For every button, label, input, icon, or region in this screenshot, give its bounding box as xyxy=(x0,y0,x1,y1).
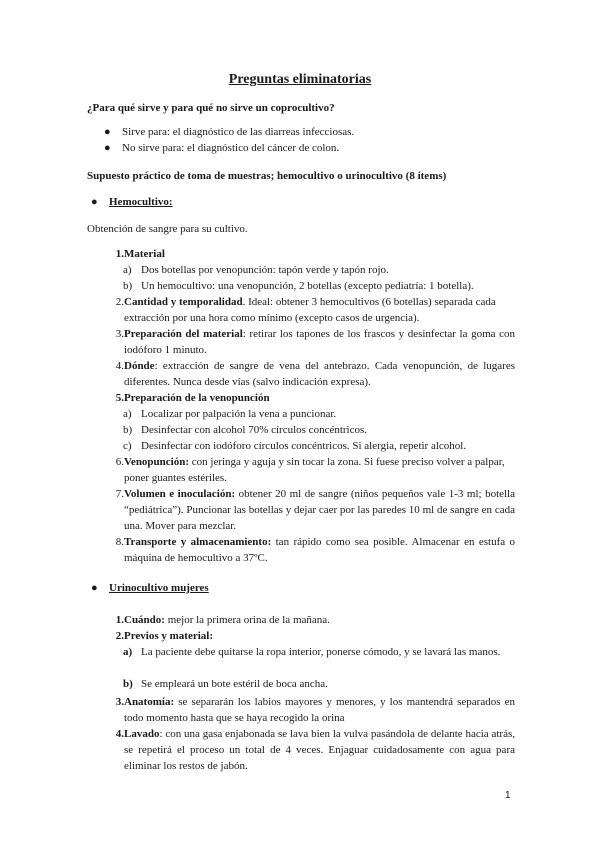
list-number: 3. xyxy=(115,328,124,340)
item-title: Dónde xyxy=(124,360,155,372)
item-title: Cuándo: xyxy=(124,614,165,626)
list-item: No sirve para: el diagnóstico del cáncer de colon. xyxy=(122,142,340,154)
question-coprocultivo: ¿Para qué sirve y para qué no sirve un coprocultivo? xyxy=(87,102,335,114)
sub-label: c) xyxy=(123,440,132,452)
item-text: mejor la primera orina de la mañana. xyxy=(164,614,330,626)
hemocultivo-heading: Hemocultivo: xyxy=(109,196,173,208)
item-title: Cantidad y temporalidad xyxy=(124,296,243,308)
item-text: se separarán los labios mayores y menores, y los mantendrá separados en todo momento hasta que se haya recogido la orina xyxy=(124,696,515,724)
list-number: 3. xyxy=(115,696,124,708)
list-number: 2. xyxy=(115,296,124,308)
sub-label: a) xyxy=(123,264,132,276)
list-item: Sirve para: el diagnóstico de las diarreas infecciosas. xyxy=(122,126,355,138)
item-title: Lavado xyxy=(124,728,160,740)
uro-item-anatomia xyxy=(124,694,515,726)
item-title: Transporte y almacenamiento: xyxy=(124,536,272,548)
page-title: Preguntas eliminatorias xyxy=(228,72,372,87)
list-number: 1. xyxy=(115,248,124,260)
hemo-item-volumen xyxy=(124,486,515,534)
bullet-icon: ● xyxy=(104,142,111,154)
uro-item-cuando xyxy=(124,612,515,628)
sub-label: b) xyxy=(123,424,133,436)
list-number: 4. xyxy=(115,728,124,740)
item-text: obtener 20 ml de sangre (niños pequeños vale 1-3 ml; botella “pediátrica”). Puncionar las botellas y dejar caer por las paredes 10 ml de sangre en cada una. Mover para mezclar. xyxy=(124,488,515,532)
list-number: 6. xyxy=(115,456,124,468)
sub-item: Se empleará un bote estéril de boca ancha. xyxy=(141,678,328,690)
page-number: 1 xyxy=(505,790,511,801)
list-number: 1. xyxy=(115,614,124,626)
sub-item: La paciente debe quitarse la ropa interior, ponerse cómodo, y se lavará las manos. xyxy=(141,646,501,658)
sub-label: a) xyxy=(123,646,133,658)
section-heading-supuesto: Supuesto práctico de toma de muestras; hemocultivo o urinocultivo (8 ítems) xyxy=(87,170,447,182)
item-title: Volumen e inoculación: xyxy=(124,488,236,500)
sub-item: Desinfectar con iodóforo círculos concéntricos. Si alergia, repetir alcohol. xyxy=(141,440,467,452)
sub-label: a) xyxy=(123,408,132,420)
hemo-item-donde xyxy=(124,358,515,390)
item-title: Anatomía: xyxy=(124,696,175,708)
sub-item: Desinfectar con alcohol 70% círculos concéntricos. xyxy=(141,424,368,436)
bullet-icon: ● xyxy=(104,126,111,138)
sub-label: b) xyxy=(123,678,133,690)
list-number: 5. xyxy=(115,392,124,404)
list-number: 4. xyxy=(115,360,124,372)
bullet-icon: ● xyxy=(91,582,98,594)
list-number: 2. xyxy=(115,630,124,642)
item-text: : retirar los tapones de los frascos y desinfectar la goma con iodóforo 1 minuto. xyxy=(124,328,515,356)
list-number: 7. xyxy=(115,488,124,500)
item-text: : extracción de sangre de vena del antebrazo. Cada venopunción, de lugares diferentes. Nunca desde vías (salvo indicación expresa). xyxy=(124,360,515,388)
sub-item: Dos botellas por venopunción: tapón verde y tapón rojo. xyxy=(141,264,389,276)
item-title: Venopunción: xyxy=(124,456,190,468)
list-number: 8. xyxy=(115,536,124,548)
uro-item-previos: Previos y material: xyxy=(124,630,213,642)
urinocultivo-heading: Urinocultivo mujeres xyxy=(109,582,209,594)
item-title: Preparación del material xyxy=(124,328,243,340)
item-text: . Ideal: obtener 3 hemocultivos (6 botellas) separada cada extracción por una hora como mínimo (excepto casos de urgencia). xyxy=(124,296,496,324)
item-text: tan rápido como sea posible. Almacenar en estufa o máquina de hemocultivo a 37ºC. xyxy=(124,536,515,564)
hemo-item-preparacion-venopuncion: Preparación de la venopunción xyxy=(124,392,270,404)
hemo-item-cantidad xyxy=(124,294,515,326)
hemocultivo-intro: Obtención de sangre para su cultivo. xyxy=(87,223,248,235)
sub-label: b) xyxy=(123,280,133,292)
hemo-item-material: Material xyxy=(124,248,165,260)
item-text: con jeringa y aguja y sin tocar la zona. Si fuese preciso volver a palpar, poner guantes estériles. xyxy=(124,456,505,484)
hemo-item-preparacion-material xyxy=(124,326,515,358)
sub-item: Localizar por palpación la vena a puncionar. xyxy=(141,408,337,420)
hemo-item-venopuncion xyxy=(124,454,515,486)
sub-item: Un hemocultivo: una venopunción, 2 botellas (excepto pediatría: 1 botella). xyxy=(141,280,474,292)
uro-item-lavado xyxy=(124,726,515,774)
item-text: : con una gasa enjabonada se lava bien la vulva pasándola de delante hacia atrás, se repetirá el proceso un total de 4 veces. Enjaguar cuidadosamente con agua para eliminar los restos de jabón. xyxy=(124,728,515,772)
bullet-icon: ● xyxy=(91,196,98,208)
hemo-item-transporte xyxy=(124,534,515,566)
